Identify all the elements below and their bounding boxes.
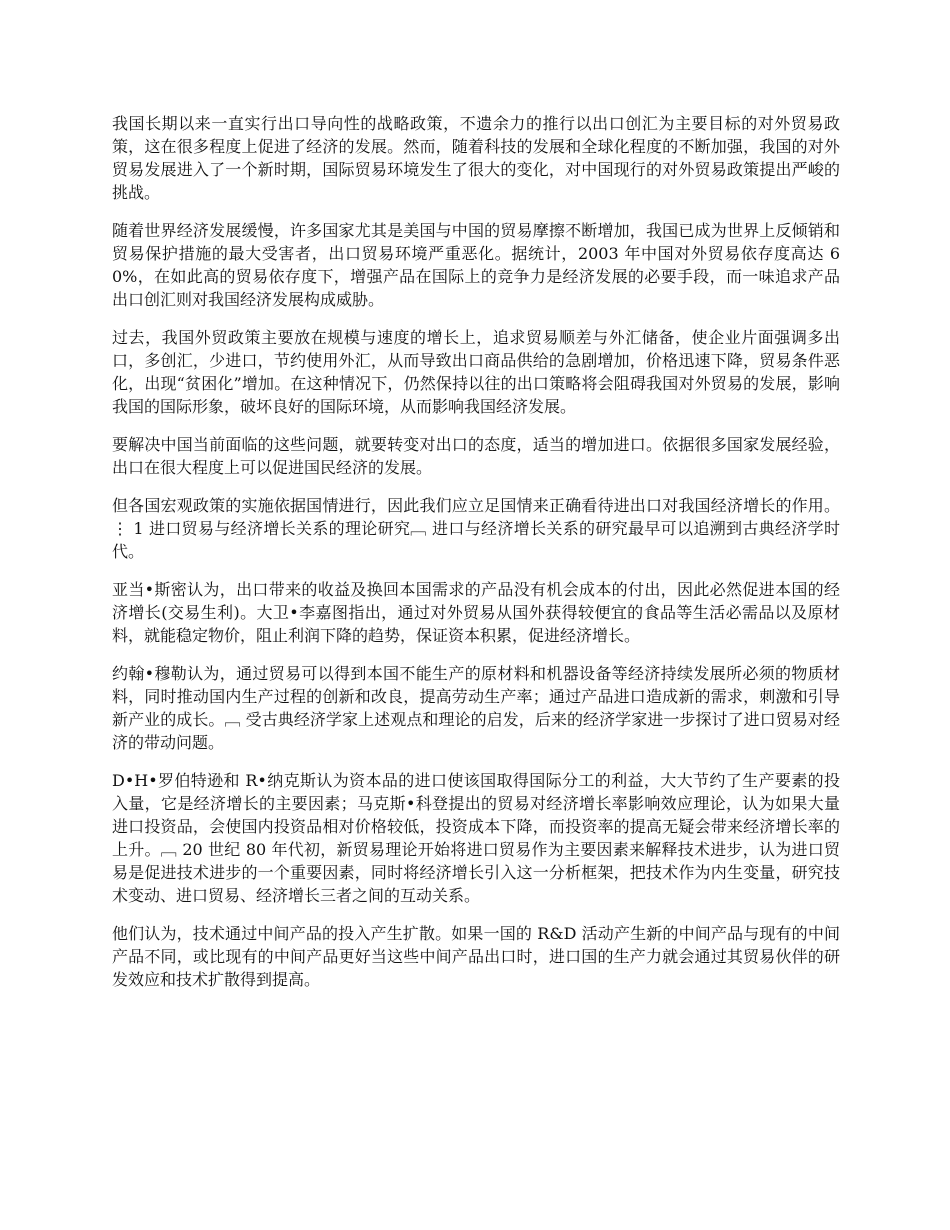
paragraph: 过去，我国外贸政策主要放在规模与速度的增长上，追求贸易顺差与外汇储备，使企业片面强调多出口，多创汇，少进口，节约使用外汇，从而导致出口商品供给的急剧增加，价格迅速下降，贸易条件恶化，出现“贫困化”增加。在这种情况下，仍然保持以往的出口策略将会阻碍我国对外贸易的发展，影响我国的国际形象，破坏良好的国际环境，从而影响我国经济发展。 (112, 328, 840, 416)
paragraph: 他们认为，技术通过中间产品的投入产生扩散。如果一国的 R&D 活动产生新的中间产品与现有的中间产品不同，或比现有的中间产品更好当这些中间产品出口时，进口国的生产力就会通过其贸易伙伴的研发效应和技术扩散得到提高。 (112, 924, 840, 989)
paragraph: 约翰•穆勒认为，通过贸易可以得到本国不能生产的原材料和机器设备等经济持续发展所必须的物质材料，同时推动国内生产过程的创新和改良，提高劳动生产率；通过产品进口造成新的需求，刺激和引导新产业的成长。﹇ 受古典经济学家上述观点和理论的启发，后来的经济学家进一步探讨了进口贸易对经济的带动问题。 (112, 664, 840, 752)
paragraph: 随着世界经济发展缓慢，许多国家尤其是美国与中国的贸易摩擦不断增加，我国已成为世界上反倾销和贸易保护措施的最大受害者，出口贸易环境严重恶化。据统计，2003 年中国对外贸易依存度高达 60%，在如此高的贸易依存度下，增强产品在国际上的竞争力是经济发展的必要手段，而一味追求产品出口创汇则对我国经济发展构成威胁。 (112, 221, 840, 309)
paragraph: 我国长期以来一直实行出口导向性的战略政策，不遗余力的推行以出口创汇为主要目标的对外贸易政策，这在很多程度上促进了经济的发展。然而，随着科技的发展和全球化程度的不断加强，我国的对外贸易发展进入了一个新时期，国际贸易环境发生了很大的变化，对中国现行的对外贸易政策提出严峻的挑战。 (112, 114, 840, 202)
paragraph: 亚当•斯密认为，出口带来的收益及换回本国需求的产品没有机会成本的付出，因此必然促进本国的经济增长(交易生利)。大卫•李嘉图指出，通过对外贸易从国外获得较便宜的食品等生活必需品以及原材料，就能稳定物价，阻止利润下降的趋势，保证资本积累，促进经济增长。 (112, 580, 840, 645)
paragraph: 要解决中国当前面临的这些问题，就要转变对出口的态度，适当的增加进口。依据很多国家发展经验，出口在很大程度上可以促进国民经济的发展。 (112, 435, 840, 477)
document-body (112, 112, 840, 1006)
paragraph: D•H•罗伯特逊和 R•纳克斯认为资本品的进口使该国取得国际分工的利益，大大节约了生产要素的投入量，它是经济增长的主要因素；马克斯•科登提出的贸易对经济增长率影响效应理论，认为如果大量进口投资品，会使国内投资品相对价格较低，投资成本下降，而投资率的提高无疑会带来经济增长率的上升。﹇ 20 世纪 80 年代初，新贸易理论开始将进口贸易作为主要因素来解释技术进步，认为进口贸易是促进技术进步的一个重要因素，同时将经济增长引入这一分析框架，把技术作为内生变量，研究技术变动、进口贸易、经济增长三者之间的互动关系。 (112, 771, 840, 905)
paragraph: 但各国宏观政策的实施依据国情进行，因此我们应立足国情来正确看待进出口对我国经济增长的作用。 ⋮ 1 进口贸易与经济增长关系的理论研究﹇ 进口与经济增长关系的研究最早可以追溯到古典经济学时代。 (112, 496, 840, 561)
